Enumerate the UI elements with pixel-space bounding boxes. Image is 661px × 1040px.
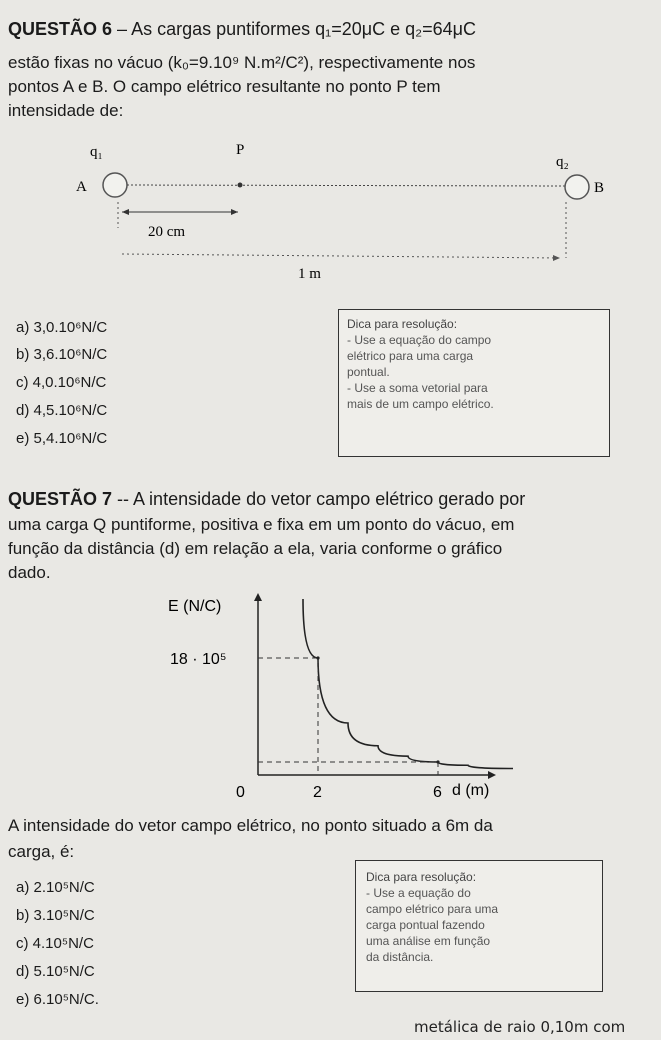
chart-xlabel: d (m)	[452, 782, 490, 799]
q7-option-c: c) 4.10⁵N/C	[16, 935, 94, 952]
q7-chart	[150, 585, 530, 805]
charge-b-circle	[565, 175, 589, 199]
q7-statement-line1	[8, 488, 658, 510]
chart-x-tick-2: 2	[313, 784, 322, 801]
q7-tip-line3: carga pontual fazendo	[366, 918, 485, 932]
q6-option-d: d) 4,5.10⁶N/C	[16, 402, 108, 419]
q7-tip-box	[355, 860, 603, 992]
q7-tip-line2: campo elétrico para uma	[366, 902, 499, 916]
q7-option-d: d) 5.10⁵N/C	[16, 963, 95, 980]
q6-option-e: e) 5,4.10⁶N/C	[16, 430, 108, 447]
q6-statement-line1	[8, 18, 658, 40]
fig-label-p: P	[236, 142, 245, 158]
q7-tip-line5: da distância.	[366, 950, 434, 964]
charge-a-circle	[103, 173, 127, 197]
chart-y-axis-arrow	[254, 593, 262, 601]
q6-option-c: c) 4,0.10⁶N/C	[16, 374, 107, 391]
fig-label-a: A	[76, 179, 87, 195]
chart-x-axis-arrow	[488, 771, 496, 779]
q6-statement-line3: pontos A e B. O campo elétrico resultante no ponto P tem	[8, 77, 441, 96]
q7-question-line2: carga, é:	[8, 842, 75, 861]
q7-statement-line3: função da distância (d) em relação a ela, varia conforme o gráfico	[8, 539, 503, 558]
point-p-dot	[238, 183, 243, 188]
q6-tip-title: Dica para resolução:	[347, 317, 458, 331]
q7-option-b: b) 3.10⁵N/C	[16, 907, 95, 924]
q7-statement-line4: dado.	[8, 563, 51, 582]
q6-option-b: b) 3,6.10⁶N/C	[16, 346, 108, 363]
q6-figure	[60, 132, 620, 282]
q7-statement-text1: -- A intensidade do vetor campo elétrico gerado por	[117, 489, 526, 509]
footer-cutoff-text: metálica de raio 0,10m com	[414, 1018, 626, 1036]
q6-tip-line1: - Use a equação do campo	[347, 333, 492, 347]
q6-statement-line2: estão fixas no vácuo (k₀=9.10⁹ N.m²/C²), respectivamente nos	[8, 53, 476, 72]
fig-label-q1: q₁	[90, 144, 103, 160]
chart-x-tick-0: 0	[236, 784, 245, 801]
q6-tip-line4: - Use a soma vetorial para	[347, 381, 488, 395]
fig-label-b: B	[594, 180, 605, 196]
q7-statement-line2: uma carga Q puntiforme, positiva e fixa em um ponto do vácuo, em	[8, 515, 515, 534]
baseline-dotted	[127, 185, 565, 186]
q6-heading: QUESTÃO 6	[8, 19, 113, 39]
q6-statement-text1: – As cargas puntiformes q₁=20μC e q₂=64μC	[117, 19, 477, 39]
chart-point-1	[436, 760, 439, 763]
q6-option-a: a) 3,0.10⁶N/C	[16, 319, 108, 336]
fig-label-q2: q₂	[556, 154, 569, 170]
chart-y-tick-0: 18 · 10⁵	[170, 651, 227, 668]
q6-tip-line5: mais de um campo elétrico.	[347, 397, 494, 411]
q7-heading: QUESTÃO 7	[8, 489, 113, 509]
q7-option-e: e) 6.10⁵N/C.	[16, 991, 99, 1008]
q7-tip-line4: uma análise em função	[366, 934, 491, 948]
q6-tip-line3: pontual.	[347, 365, 390, 379]
dim-1m-arrowhead	[553, 255, 560, 261]
q7-question-line1: A intensidade do vetor campo elétrico, no ponto situado a 6m da	[8, 816, 493, 835]
chart-x-tick-6: 6	[433, 784, 442, 801]
chart-ylabel: E (N/C)	[168, 598, 222, 615]
q6-tip-line2: elétrico para uma carga	[347, 349, 474, 363]
q6-statement-line4: intensidade de:	[8, 101, 124, 120]
fig-label-20cm: 20 cm	[148, 224, 186, 240]
q7-tip-line1: - Use a equação do	[366, 886, 471, 900]
fig-label-1m: 1 m	[298, 266, 321, 282]
chart-series-curve	[303, 599, 513, 769]
q6-tip-box	[338, 309, 610, 457]
q7-tip-title: Dica para resolução:	[366, 870, 477, 884]
q7-option-a: a) 2.10⁵N/C	[16, 879, 95, 896]
dim-1m-arrow	[122, 254, 560, 258]
chart-point-0	[316, 656, 319, 659]
